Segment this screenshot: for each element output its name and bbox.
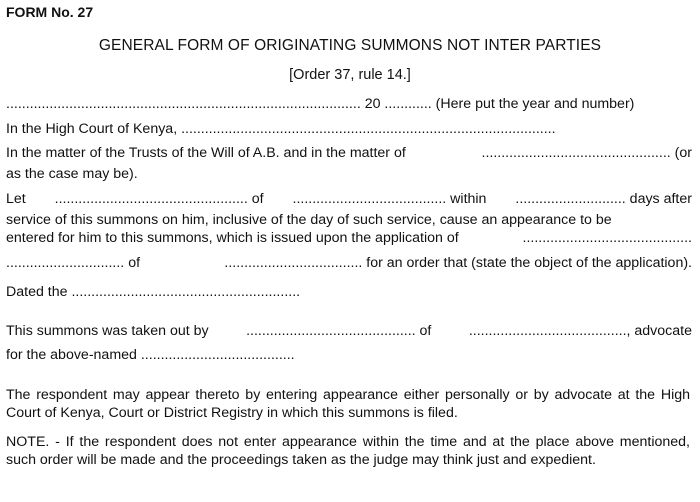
- note-paragraph: NOTE. - If the respondent does not enter appearance within the time and at the place above mentioned, such order will be made and the proceedings taken as the judge may think just and expedient.: [6, 434, 690, 468]
- case-line: as the case may be).: [6, 166, 138, 182]
- matter-text: In the matter of the Trusts of the Will of A.B. and in the matter of: [6, 145, 406, 161]
- let-line: [6, 190, 692, 208]
- service-blank: ...........................................: [522, 230, 692, 246]
- court-line: In the High Court of Kenya, ...............................................................................................: [6, 121, 556, 137]
- dated-line: Dated the ..........................................................: [6, 284, 301, 300]
- service-line-1: service of this summons on him, inclusive of the day of such service, cause an appearance to be: [6, 212, 612, 228]
- order-reference: [Order 37, rule 14.]: [289, 67, 411, 83]
- taken-out-line: [6, 322, 692, 340]
- taken-advocate: ........................................, advocate: [468, 323, 692, 339]
- order-line: [6, 254, 692, 272]
- matter-blank: ................................................ (or: [481, 145, 692, 161]
- order-object: ................................... for an order that (state the object of the application).: [224, 255, 692, 271]
- above-named-line: for the above-named .......................................: [6, 347, 295, 363]
- let-within: ....................................... within: [292, 191, 487, 207]
- matter-line: [6, 144, 692, 162]
- form-title: GENERAL FORM OF ORIGINATING SUMMONS NOT INTER PARTIES: [98, 37, 602, 54]
- respondent-paragraph: The respondent may appear thereto by entering appearance either personally or by advocate at the High Court of Kenya, Court or District Registry in which this summons is filed.: [6, 387, 690, 421]
- year-line: .......................................................................................... 20 ............ (Here put the year and number): [6, 96, 635, 112]
- let-of: ................................................. of: [54, 191, 264, 207]
- let-days: ............................ days after: [515, 191, 692, 207]
- form-number: FORM No. 27: [6, 4, 94, 20]
- service-text: entered for him to this summons, which is issued upon the application of: [6, 230, 459, 246]
- taken-text: This summons was taken out by: [6, 323, 209, 339]
- taken-of: ........................................... of: [246, 323, 432, 339]
- service-line-2: [6, 229, 692, 247]
- let-word: Let: [6, 191, 26, 207]
- order-of: .............................. of: [6, 255, 141, 271]
